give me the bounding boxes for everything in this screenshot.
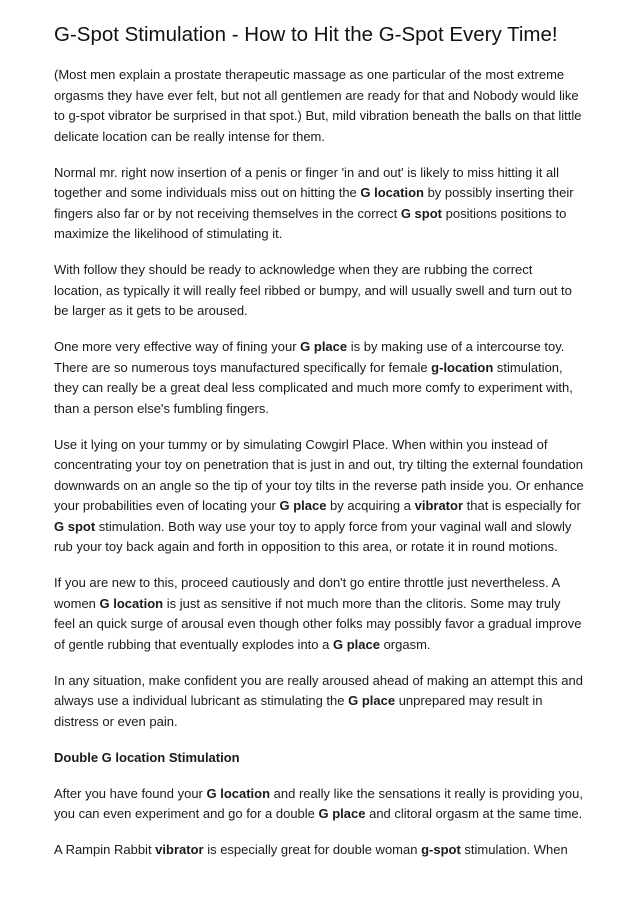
bold-keyword: G place	[300, 339, 348, 354]
text-run: stimulation. Both way use your toy to apply force from your vaginal wall and slowly rub your toy back again and forth in opposition to this area, or rotate it in round motions.	[54, 518, 572, 554]
bold-keyword: G location	[99, 595, 164, 611]
bold-keyword: G place	[348, 693, 396, 708]
text-run: unprepared may result in distress or even pain.	[54, 693, 543, 729]
text-run: In any situation, make confident you are really aroused ahead of making an attempt this and always use a individual lubricant as stimulating the	[54, 672, 583, 708]
text-run: positions positions to maximize the likelihood of stimulating it.	[54, 205, 567, 241]
paragraph	[54, 573, 584, 655]
text-run: One more very effective way of fining your	[54, 339, 301, 354]
text-run: (Most men explain a prostate therapeutic massage as one particular of the most extreme orgasms they have ever felt, but not all gentlemen are ready for that and Nobody would like to g-spot vibrator be surprised in that spot.) But, mild vibration beneath the balls on that little delicate location can be really intense for them.	[54, 67, 582, 144]
bold-keyword: g-location	[431, 359, 494, 375]
bold-keyword: Double G location Stimulation	[54, 749, 240, 765]
paragraph	[54, 163, 584, 245]
paragraph	[54, 65, 584, 147]
document-body	[54, 65, 584, 861]
text-run: by possibly inserting their fingers also far or by not receiving themselves in the correct	[54, 185, 574, 221]
paragraph	[54, 784, 584, 825]
paragraph	[54, 260, 584, 322]
document-title: G-Spot Stimulation - How to Hit the G-Spot Every Time!	[54, 23, 558, 46]
text-run: stimulation. When	[460, 842, 568, 857]
bold-keyword: vibrator	[414, 498, 464, 513]
document-page	[54, 22, 584, 876]
paragraph	[54, 337, 584, 419]
text-run: Normal mr. right now insertion of a penis or finger 'in and out' is likely to miss hitting it all together and some individuals miss out on hitting the	[54, 164, 559, 200]
text-run: stimulation, they can really be a great deal less complicated and much more comfy to experiment with, than a person else's fumbling fingers.	[54, 359, 573, 416]
bold-keyword: g-spot	[421, 842, 461, 857]
text-run: orgasm.	[379, 636, 431, 652]
text-run: After you have found your	[54, 785, 207, 801]
text-run: If you are new to this, proceed cautiously and don't go entire throttle just nevertheless. A women	[54, 575, 560, 611]
bold-keyword: G location	[360, 185, 424, 200]
bold-keyword: G spot	[400, 205, 442, 221]
bold-keyword: G place	[332, 636, 380, 652]
text-run: that is especially for	[463, 498, 581, 513]
paragraph	[54, 671, 584, 733]
text-run: is by making use of a intercourse toy. There are so numerous toys manufactured specifically for female	[54, 339, 565, 375]
section-heading	[54, 748, 584, 769]
text-run: and clitoral orgasm at the same time.	[365, 806, 583, 821]
text-run: by acquiring a	[326, 498, 415, 513]
text-run: Use it lying on your tummy or by simulating Cowgirl Place. When within you instead of concentrating your toy on penetration that is just in and out, try tilting the external foundation downwards on an angle so the tip of your toy tilts in the reverse path inside you. Or enhance your probabilities even of locating your	[54, 436, 584, 513]
paragraph	[54, 435, 584, 558]
text-run: is just as sensitive if not much more than the clitoris. Some may truly feel an quick surge of arousal even though other folks may possibly favor a gradual improve of gentle rubbing that eventually explodes into a	[54, 595, 582, 652]
text-run: With follow they should be ready to acknowledge when they are rubbing the correct location, as typically it will really feel ribbed or bumpy, and will usually swell and turn out to be larger as it gets to be aroused.	[54, 262, 572, 318]
text-run: is especially great for double woman	[203, 842, 422, 857]
bold-keyword: vibrator	[155, 842, 204, 857]
bold-keyword: G location	[206, 785, 271, 801]
paragraph	[54, 840, 584, 861]
bold-keyword: G place	[279, 498, 327, 513]
bold-keyword: G place	[318, 806, 366, 821]
bold-keyword: G spot	[54, 518, 96, 534]
text-run: A Rampin Rabbit	[54, 842, 156, 857]
text-run: and really like the sensations it really is providing you, you can even experiment and go for a double	[54, 785, 583, 821]
